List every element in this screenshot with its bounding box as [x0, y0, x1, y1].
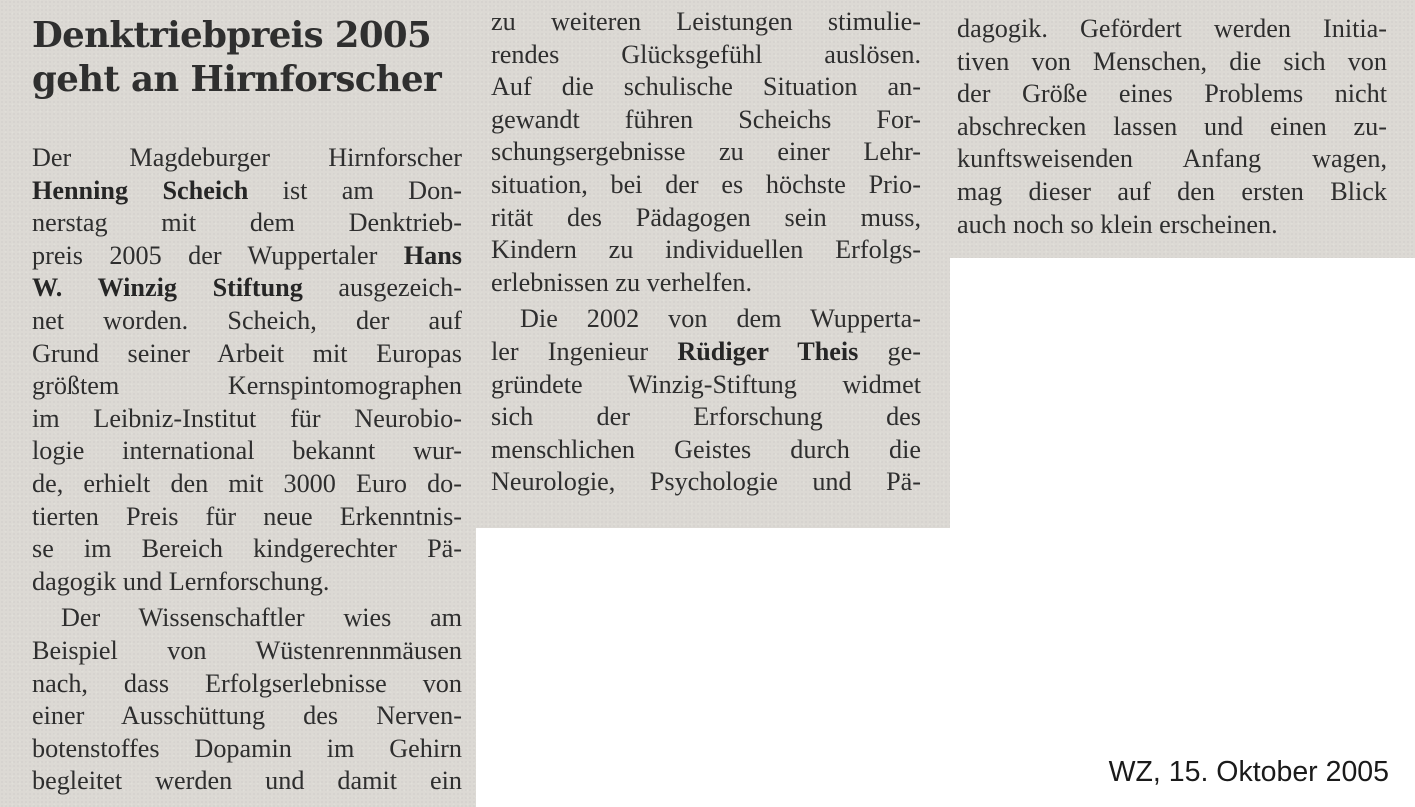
- text-line: Beispiel von Wüstenrennmäusen: [32, 635, 462, 665]
- headline: [32, 14, 472, 102]
- text-line: kunftsweisenden Anfang wagen,: [957, 144, 1387, 174]
- text-line: Auf die schulische Situation an-: [491, 72, 921, 102]
- text-line: erlebnissen zu verhelfen.: [491, 267, 753, 297]
- text-line: mag dieser auf den ersten Blick: [957, 176, 1387, 206]
- text-line: zu weiteren Leistungen stimulie-: [491, 7, 921, 36]
- text-line: rendes Glücksgefühl auslösen.: [491, 39, 921, 69]
- name-ruediger-theis: Rüdiger Theis: [677, 336, 859, 366]
- column-3-text: [957, 13, 1387, 241]
- text-line: sich der Erforschung des: [491, 402, 921, 432]
- text-line: dagogik und Lernforschung.: [32, 566, 330, 596]
- source-caption: WZ, 15. Oktober 2005: [1108, 756, 1389, 788]
- text-line: nach, dass Erfolgserlebnisse von: [32, 668, 462, 698]
- text-line: preis 2005 der Wuppertaler Hans: [32, 240, 462, 270]
- text-line: gewandt führen Scheichs For-: [491, 104, 921, 134]
- clipping-column-1: [0, 0, 476, 807]
- column-2-text: [491, 6, 921, 499]
- text-line: gründete Winzig-Stiftung widmet: [491, 369, 921, 399]
- headline-line-2: geht an Hirnforscher: [32, 59, 442, 100]
- text-line: de, erhielt den mit 3000 Euro do-: [32, 468, 462, 498]
- text-line: begleitet werden und damit ein: [32, 766, 462, 796]
- text-line: abschrecken lassen und einen zu-: [957, 111, 1387, 141]
- text-line: schungsergebnisse zu einer Lehr-: [491, 137, 921, 167]
- clipping-column-2: [476, 0, 950, 528]
- text-line: Der Wissenschaftler wies am: [61, 603, 462, 633]
- text-line: dagogik. Gefördert werden Initia-: [957, 14, 1387, 43]
- column-1-text: [32, 142, 462, 798]
- text-line: Neurologie, Psychologie und Pä-: [491, 467, 921, 497]
- name-winzig-stiftung: W. Winzig Stiftung: [32, 273, 303, 303]
- text-line: se im Bereich kindgerechter Pä-: [32, 534, 462, 564]
- text-line: nerstag mit dem Denktrieb-: [32, 208, 462, 238]
- text-line: net worden. Scheich, der auf: [32, 305, 462, 335]
- text-line: tiven von Menschen, die sich von: [957, 46, 1387, 76]
- headline-line-1: Denktriebpreis 2005: [32, 15, 432, 56]
- text-line: menschlichen Geistes durch die: [491, 434, 921, 464]
- text-line: im Leibniz-Institut für Neurobio-: [32, 403, 462, 433]
- text-line: rität des Pädagogen sein muss,: [491, 202, 921, 232]
- name-henning-scheich: Henning Scheich: [32, 175, 249, 205]
- text-line: W. Winzig Stiftung ausgezeich-: [32, 273, 462, 303]
- text-line: einer Ausschüttung des Nerven-: [32, 701, 462, 731]
- text-line: logie international bekannt wur-: [32, 436, 462, 466]
- text-line: Grund seiner Arbeit mit Europas: [32, 338, 462, 368]
- text-line: Henning Scheich ist am Don-: [32, 175, 462, 205]
- text-line: Die 2002 von dem Wupperta-: [520, 304, 921, 334]
- name-hans: Hans: [403, 240, 462, 270]
- clipping-column-3: [950, 0, 1415, 258]
- text-line: tierten Preis für neue Erkenntnis-: [32, 501, 462, 531]
- text-line: situation, bei der es höchste Prio-: [491, 169, 921, 199]
- text-line: größtem Kernspintomographen: [32, 371, 462, 401]
- text-line: Der Magdeburger Hirnforscher: [32, 143, 462, 172]
- text-line: der Größe eines Problems nicht: [957, 79, 1387, 109]
- text-line: ler Ingenieur Rüdiger Theis ge-: [491, 336, 921, 366]
- text-line: Kindern zu individuellen Erfolgs-: [491, 235, 921, 265]
- text-line: botenstoffes Dopamin im Gehirn: [32, 733, 462, 763]
- text-line: auch noch so klein erscheinen.: [957, 209, 1278, 239]
